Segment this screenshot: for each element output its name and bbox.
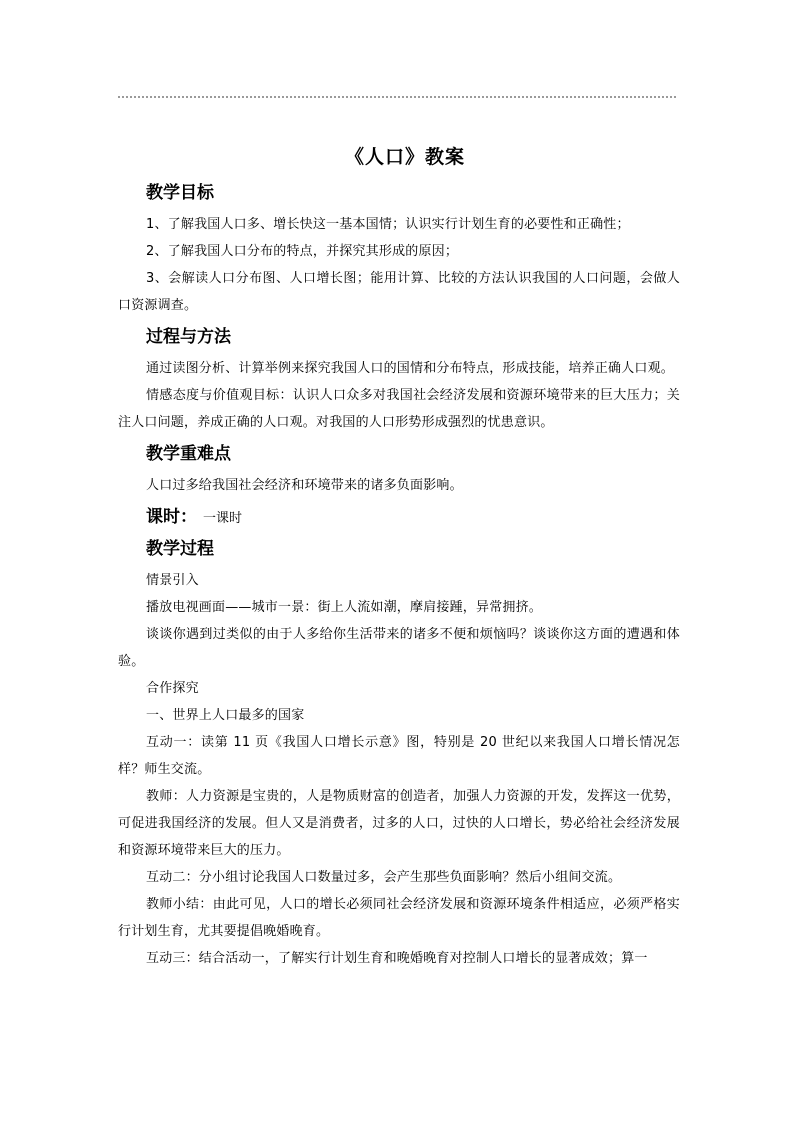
- process-paragraph: 播放电视画面——城市一景：街上人流如潮，摩肩接踵，异常拥挤。: [146, 600, 543, 615]
- process-paragraph: 合作探究: [146, 681, 199, 696]
- process-paragraph: 互动一：读第 11 页《我国人口增长示意》图，特别是 20 世纪以来我国人口增长情况怎样？师生交流。: [118, 735, 680, 777]
- header-dotted-rule: [118, 96, 676, 98]
- section-heading-goals: 教学目标: [146, 183, 214, 203]
- process-paragraph: 互动二：分小组讨论我国人口数量过多，会产生那些负面影响？然后小组间交流。: [146, 870, 622, 885]
- goal-item: 3、会解读人口分布图、人口增长图；能用计算、比较的方法认识我国的人口问题，会做人口资源调查。: [118, 271, 680, 313]
- lesson-time-value: 一课时: [203, 511, 243, 526]
- process-paragraph: 互动三：结合活动一，了解实行计划生育和晚婚晚育对控制人口增长的显著成效；算一: [146, 951, 648, 966]
- lesson-time-label: 课时：: [146, 507, 197, 527]
- process-paragraph: 教师小结：由此可见，人口的增长必须同社会经济发展和资源环境条件相适应，必须严格实行计划生育，尤其要提倡晚婚晚育。: [118, 897, 680, 939]
- key-points-paragraph: 人口过多给我国社会经济和环境带来的诸多负面影响。: [146, 478, 463, 493]
- goal-item: 2、了解我国人口分布的特点，并探究其形成的原因；: [146, 244, 459, 259]
- goal-item: 1、了解我国人口多、增长快这一基本国情；认识实行计划生育的必要性和正确性；: [146, 217, 630, 232]
- process-paragraph: 谈谈你遇到过类似的由于人多给你生活带来的诸多不便和烦恼吗？谈谈你这方面的遭遇和体验。: [118, 627, 680, 669]
- attitude-goal-paragraph: 情感态度与价值观目标：认识人口众多对我国社会经济发展和资源环境带来的巨大压力；关注人口问题，养成正确的人口观。对我国的人口形势形成强烈的忧患意识。: [118, 388, 680, 430]
- section-heading-key-points: 教学重难点: [146, 444, 231, 464]
- process-paragraph: 一、世界上人口最多的国家: [146, 708, 305, 723]
- document-title: 《人口》教案: [344, 146, 465, 168]
- section-heading-process-method: 过程与方法: [146, 327, 231, 347]
- lesson-time-line: [146, 505, 680, 531]
- section-heading-teaching-process: 教学过程: [146, 539, 214, 559]
- process-paragraph: 情景引入: [146, 573, 199, 588]
- process-method-paragraph: 通过读图分析、计算举例来探究我国人口的国情和分布特点，形成技能，培养正确人口观。: [146, 361, 675, 376]
- document-body: [118, 142, 680, 972]
- process-paragraph: 教师：人力资源是宝贵的，人是物质财富的创造者，加强人力资源的开发，发挥这一优势，可促进我国经济的发展。但人又是消费者，过多的人口，过快的人口增长，势必给社会经济发展和资源环境带来巨大的压力。: [118, 789, 680, 858]
